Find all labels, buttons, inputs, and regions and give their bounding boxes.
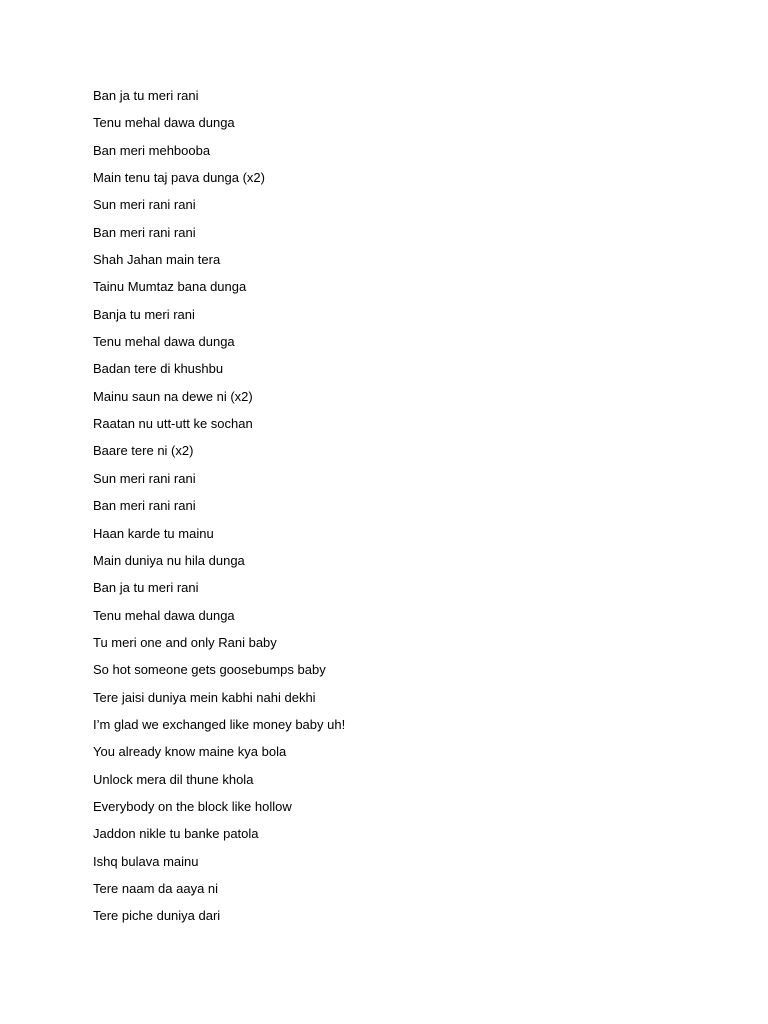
lyric-line: Sun meri rani rani [93,470,196,486]
lyric-line: Badan tere di khushbu [93,361,224,377]
lyric-line: Main duniya nu hila dunga [93,552,245,568]
lyric-line: Tu meri one and only Rani baby [93,634,277,650]
lyric-line: Banja tu meri rani [93,306,195,322]
lyric-line: Unlock mera dil thune khola [93,771,254,787]
lyric-line: Everybody on the block like hollow [93,798,292,814]
lyric-line: Tere naam da aaya ni [93,880,219,896]
lyric-line: Ban meri rani rani [93,498,196,514]
lyric-line: Ban ja tu meri rani [93,580,199,596]
lyric-line: Shah Jahan main tera [93,252,221,268]
lyric-line: Jaddon nikle tu banke patola [93,826,259,842]
lyric-line: You already know maine kya bola [93,744,287,760]
lyric-line: Tere piche duniya dari [93,908,221,924]
lyric-line: Mainu saun na dewe ni (x2) [93,388,253,404]
lyric-line: Main tenu taj pava dunga (x2) [93,170,265,186]
lyric-line: Tenu mehal dawa dunga [93,607,235,623]
lyric-line: I’m glad we exchanged like money baby uh! [93,716,346,732]
lyric-line: Tere jaisi duniya mein kabhi nahi dekhi [93,689,316,705]
lyric-line: Tenu mehal dawa dunga [93,115,235,131]
lyric-line: Sun meri rani rani [93,197,196,213]
lyric-line: Raatan nu utt-utt ke sochan [93,416,253,432]
lyric-line: Haan karde tu mainu [93,525,214,541]
lyrics-text-block [93,86,345,934]
lyric-line: Tainu Mumtaz bana dunga [93,279,247,295]
lyric-line: So hot someone gets goosebumps baby [93,662,326,678]
lyric-line: Ban meri rani rani [93,224,196,240]
lyric-line: Tenu mehal dawa dunga [93,334,235,350]
lyric-line: Baare tere ni (x2) [93,443,194,459]
lyric-line: Ishq bulava mainu [93,853,199,869]
lyric-line: Ban meri mehbooba [93,142,211,158]
lyric-line: Ban ja tu meri rani [93,88,199,103]
